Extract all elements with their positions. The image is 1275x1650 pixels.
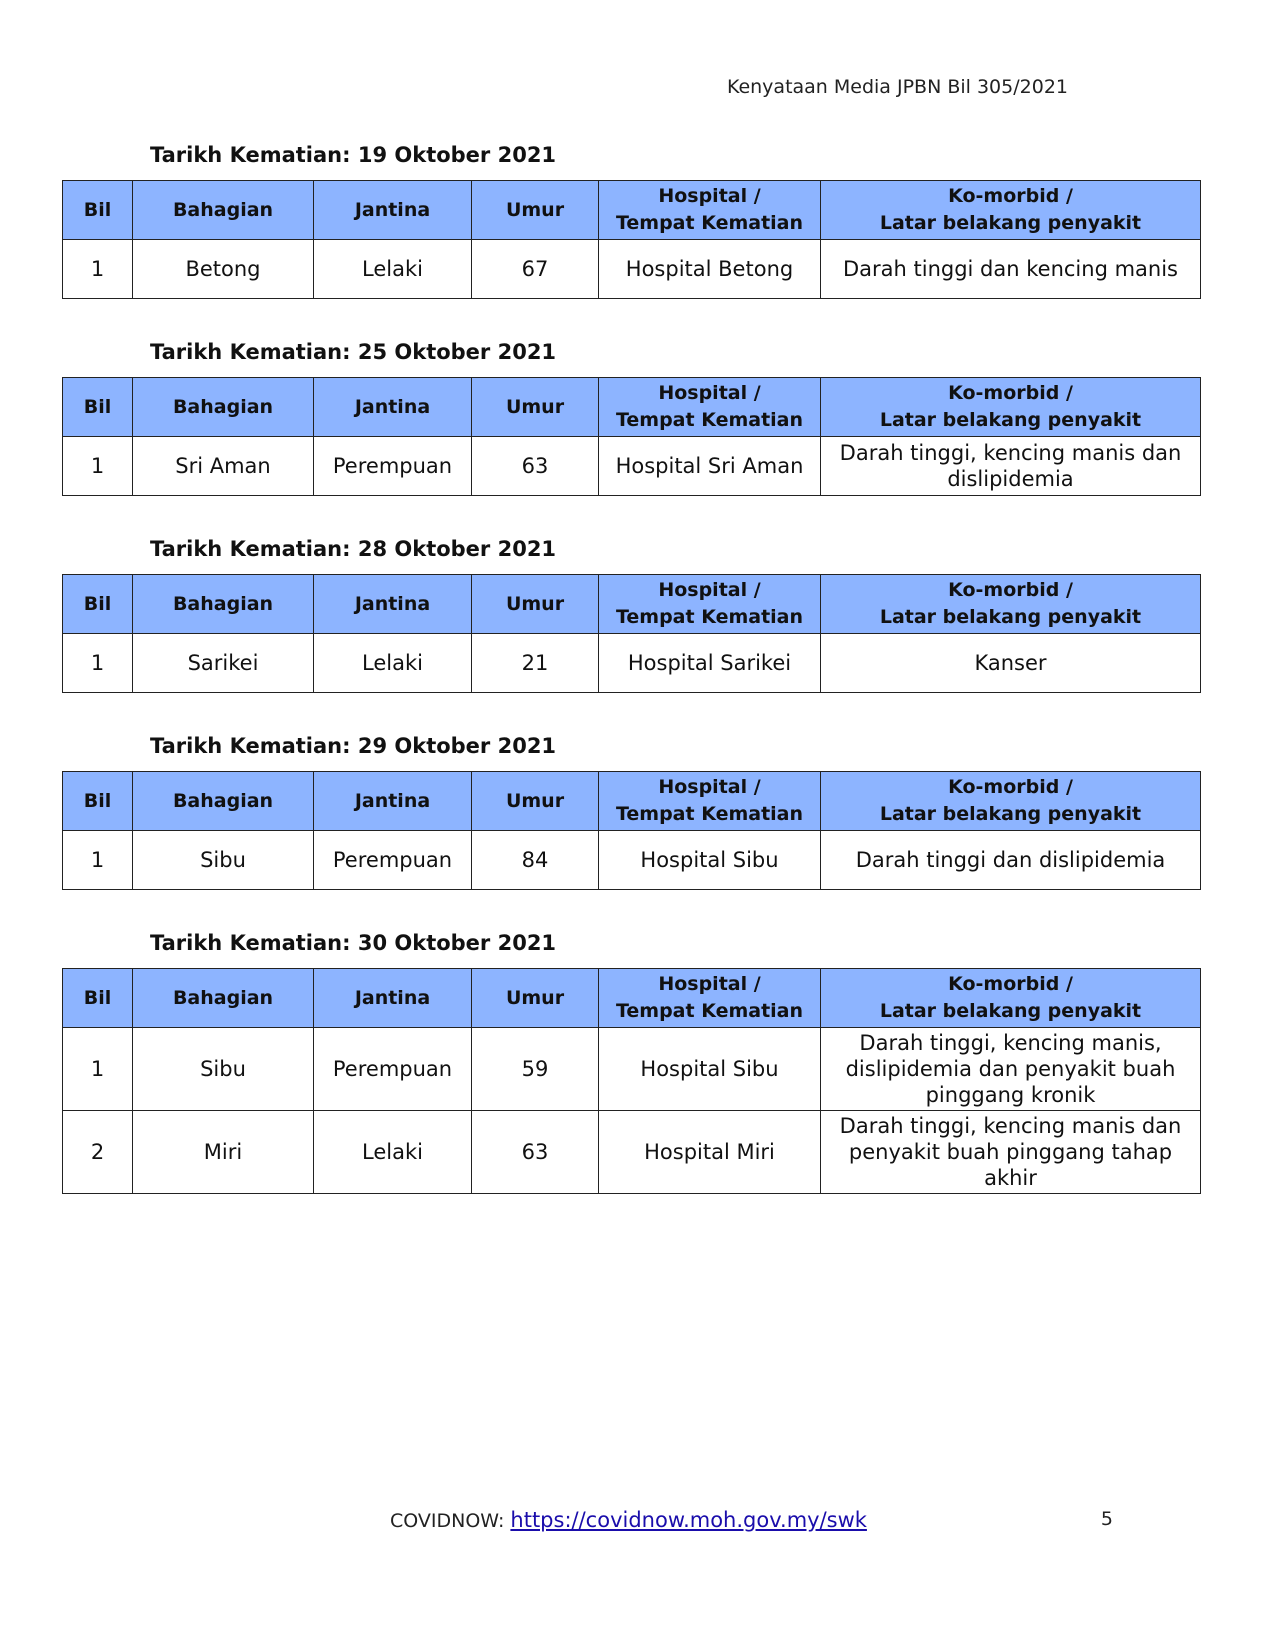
header-umur: Umur — [472, 772, 599, 831]
header-jantina: Jantina — [314, 181, 472, 240]
header-komorbid — [821, 772, 1201, 831]
header-umur: Umur — [472, 378, 599, 437]
death-date-section — [62, 337, 1200, 496]
header-bahagian: Bahagian — [133, 575, 314, 634]
cell-bahagian: Betong — [133, 240, 314, 299]
header-komorbid-line1: Ko-morbid / — [948, 776, 1073, 798]
header-jantina: Jantina — [314, 378, 472, 437]
page-number: 5 — [1100, 1508, 1113, 1530]
table-row — [63, 831, 1201, 890]
cell-hospital: Hospital Sibu — [599, 1028, 821, 1111]
header-bil: Bil — [63, 378, 133, 437]
table-header-row — [63, 575, 1201, 634]
header-hospital-line1: Hospital / — [658, 382, 761, 404]
cell-bahagian: Miri — [133, 1111, 314, 1194]
death-table — [62, 377, 1201, 496]
table-header-row — [63, 378, 1201, 437]
death-date-section — [62, 140, 1200, 299]
cell-jantina: Lelaki — [314, 1111, 472, 1194]
section-title: Tarikh Kematian: 25 Oktober 2021 — [150, 340, 557, 364]
header-bil: Bil — [63, 181, 133, 240]
table-row — [63, 437, 1201, 496]
table-row — [63, 1111, 1201, 1194]
cell-jantina: Perempuan — [314, 437, 472, 496]
death-sections — [62, 140, 1200, 1232]
header-hospital-line1: Hospital / — [658, 185, 761, 207]
header-hospital-line1: Hospital / — [658, 973, 761, 995]
table-row — [63, 240, 1201, 299]
header-hospital — [599, 969, 821, 1028]
header-komorbid-line1: Ko-morbid / — [948, 382, 1073, 404]
section-title: Tarikh Kematian: 19 Oktober 2021 — [150, 143, 557, 167]
table-header-row — [63, 772, 1201, 831]
cell-komorbid: Darah tinggi dan kencing manis — [821, 240, 1201, 299]
header-komorbid-line1: Ko-morbid / — [948, 973, 1073, 995]
cell-bil: 1 — [63, 634, 133, 693]
cell-bil: 1 — [63, 240, 133, 299]
header-jantina: Jantina — [314, 772, 472, 831]
cell-hospital: Hospital Sri Aman — [599, 437, 821, 496]
header-hospital — [599, 378, 821, 437]
header-komorbid-line1: Ko-morbid / — [948, 579, 1073, 601]
cell-jantina: Lelaki — [314, 240, 472, 299]
cell-umur: 63 — [472, 1111, 599, 1194]
cell-bahagian: Sibu — [133, 831, 314, 890]
header-bahagian: Bahagian — [133, 969, 314, 1028]
header-hospital — [599, 575, 821, 634]
cell-umur: 63 — [472, 437, 599, 496]
cell-hospital: Hospital Sibu — [599, 831, 821, 890]
cell-hospital: Hospital Sarikei — [599, 634, 821, 693]
header-bil: Bil — [63, 969, 133, 1028]
header-komorbid-line2: Latar belakang penyakit — [879, 606, 1142, 628]
header-hospital-line2: Tempat Kematian — [615, 803, 804, 825]
cell-bahagian: Sri Aman — [133, 437, 314, 496]
header-bil: Bil — [63, 772, 133, 831]
header-komorbid-line2: Latar belakang penyakit — [879, 409, 1142, 431]
cell-komorbid: Darah tinggi, kencing manis, dislipidemia dan penyakit buah pinggang kronik — [821, 1028, 1201, 1111]
death-table — [62, 968, 1201, 1194]
table-row — [63, 1028, 1201, 1111]
footer-label: COVIDNOW: — [390, 1510, 511, 1532]
cell-hospital: Hospital Miri — [599, 1111, 821, 1194]
cell-komorbid: Darah tinggi dan dislipidemia — [821, 831, 1201, 890]
death-date-section — [62, 928, 1200, 1194]
cell-jantina: Lelaki — [314, 634, 472, 693]
table-header-row — [63, 969, 1201, 1028]
header-bahagian: Bahagian — [133, 378, 314, 437]
header-bil: Bil — [63, 575, 133, 634]
cell-bil: 1 — [63, 437, 133, 496]
header-hospital-line2: Tempat Kematian — [615, 606, 804, 628]
header-komorbid — [821, 969, 1201, 1028]
cell-bahagian: Sibu — [133, 1028, 314, 1111]
cell-komorbid: Darah tinggi, kencing manis dan penyakit buah pinggang tahap akhir — [821, 1111, 1201, 1194]
cell-umur: 84 — [472, 831, 599, 890]
header-bahagian: Bahagian — [133, 181, 314, 240]
header-umur: Umur — [472, 181, 599, 240]
header-komorbid — [821, 181, 1201, 240]
section-title: Tarikh Kematian: 29 Oktober 2021 — [150, 734, 557, 758]
header-hospital-line2: Tempat Kematian — [615, 409, 804, 431]
header-jantina: Jantina — [314, 575, 472, 634]
header-komorbid — [821, 575, 1201, 634]
header-hospital — [599, 181, 821, 240]
section-title: Tarikh Kematian: 30 Oktober 2021 — [150, 931, 557, 955]
cell-jantina: Perempuan — [314, 1028, 472, 1111]
cell-bil: 2 — [63, 1111, 133, 1194]
table-header-row — [63, 181, 1201, 240]
cell-bil: 1 — [63, 1028, 133, 1111]
cell-umur: 21 — [472, 634, 599, 693]
covidnow-link[interactable]: https://covidnow.moh.gov.my/swk — [510, 1508, 867, 1532]
header-bahagian: Bahagian — [133, 772, 314, 831]
section-title: Tarikh Kematian: 28 Oktober 2021 — [150, 537, 557, 561]
death-table — [62, 574, 1201, 693]
header-komorbid-line2: Latar belakang penyakit — [879, 803, 1142, 825]
header-hospital-line1: Hospital / — [658, 579, 761, 601]
death-table — [62, 180, 1201, 299]
header-umur: Umur — [472, 969, 599, 1028]
header-hospital-line2: Tempat Kematian — [615, 1000, 804, 1022]
cell-bil: 1 — [63, 831, 133, 890]
cell-komorbid: Kanser — [821, 634, 1201, 693]
cell-hospital: Hospital Betong — [599, 240, 821, 299]
footer — [390, 1508, 867, 1532]
header-hospital-line2: Tempat Kematian — [615, 212, 804, 234]
table-row — [63, 634, 1201, 693]
cell-bahagian: Sarikei — [133, 634, 314, 693]
cell-umur: 67 — [472, 240, 599, 299]
header-hospital-line1: Hospital / — [658, 776, 761, 798]
header-komorbid-line2: Latar belakang penyakit — [879, 1000, 1142, 1022]
header-komorbid-line1: Ko-morbid / — [948, 185, 1073, 207]
death-date-section — [62, 731, 1200, 890]
header-komorbid — [821, 378, 1201, 437]
death-date-section — [62, 534, 1200, 693]
cell-komorbid: Darah tinggi, kencing manis dan dislipidemia — [821, 437, 1201, 496]
header-komorbid-line2: Latar belakang penyakit — [879, 212, 1142, 234]
death-table — [62, 771, 1201, 890]
document-reference: Kenyataan Media JPBN Bil 305/2021 — [726, 76, 1068, 98]
cell-umur: 59 — [472, 1028, 599, 1111]
cell-jantina: Perempuan — [314, 831, 472, 890]
header-umur: Umur — [472, 575, 599, 634]
header-jantina: Jantina — [314, 969, 472, 1028]
header-hospital — [599, 772, 821, 831]
